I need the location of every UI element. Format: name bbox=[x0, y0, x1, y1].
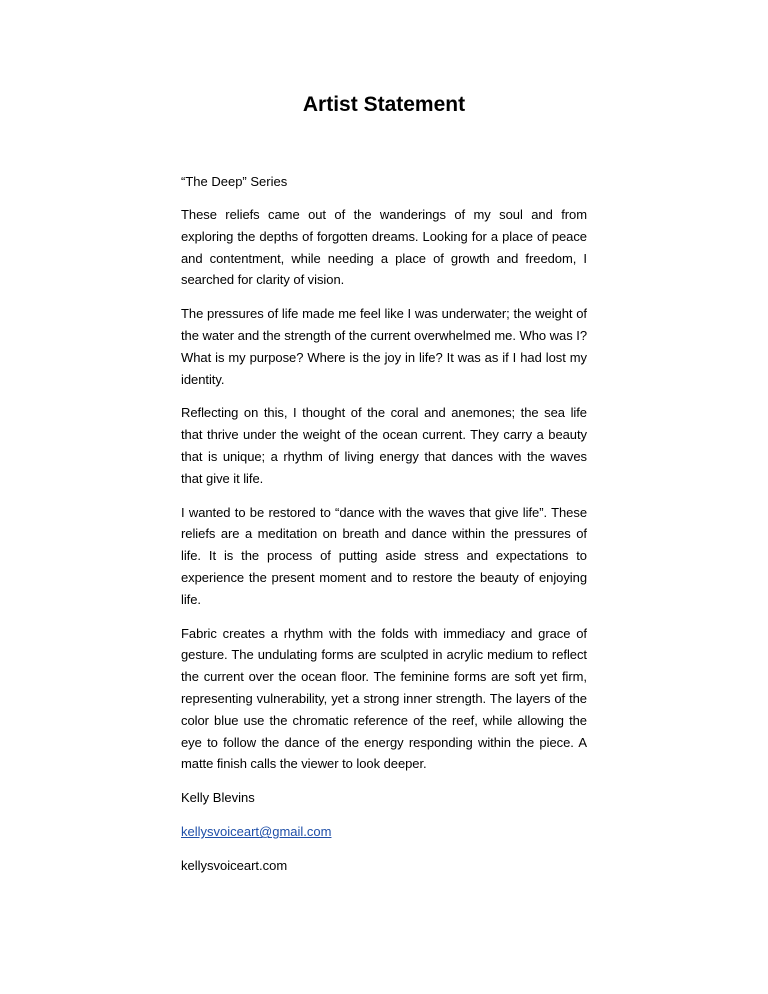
paragraph-4: I wanted to be restored to “dance with the waves that give life”. These reliefs are a meditation on breath and dance within the pressures of life. It is the process of putting aside stress and expectations to experience the present moment and to restore the beauty of enjoying life. bbox=[181, 504, 587, 607]
paragraph-2: The pressures of life made me feel like I was underwater; the weight of the water and the strength of the current overwhelmed me. Who was I? What is my purpose? Where is the joy in life? It was as if I had lost my identity. bbox=[181, 306, 587, 387]
email-line bbox=[181, 821, 587, 843]
series-title: “The Deep” Series bbox=[181, 174, 288, 189]
paragraph-5: Fabric creates a rhythm with the folds with immediacy and grace of gesture. The undulating forms are sculpted in acrylic medium to reflect the current over the ocean floor. The feminine forms are soft yet firm, representing vulnerability, yet a strong inner strength. The layers of the color blue use the chromatic reference of the reef, while allowing the eye to follow the dance of the energy responding within the piece. A matte finish calls the viewer to look deeper. bbox=[181, 625, 587, 772]
paragraph-3: Reflecting on this, I thought of the coral and anemones; the sea life that thrive under the weight of the ocean current. They carry a beauty that is unique; a rhythm of living energy that dances with the waves that give it life. bbox=[181, 405, 587, 486]
email-link[interactable]: kellysvoiceart@gmail.com bbox=[181, 824, 332, 840]
paragraph-1: These reliefs came out of the wanderings of my soul and from exploring the depths of forgotten dreams. Looking for a place of peace and contentment, while needing a place of growth and freedom, I searched for clarity of vision. bbox=[181, 207, 587, 288]
author-name: Kelly Blevins bbox=[181, 790, 255, 806]
document-title: Artist Statement bbox=[302, 93, 466, 116]
website-text: kellysvoiceart.com bbox=[181, 858, 288, 874]
document-body bbox=[181, 171, 587, 889]
